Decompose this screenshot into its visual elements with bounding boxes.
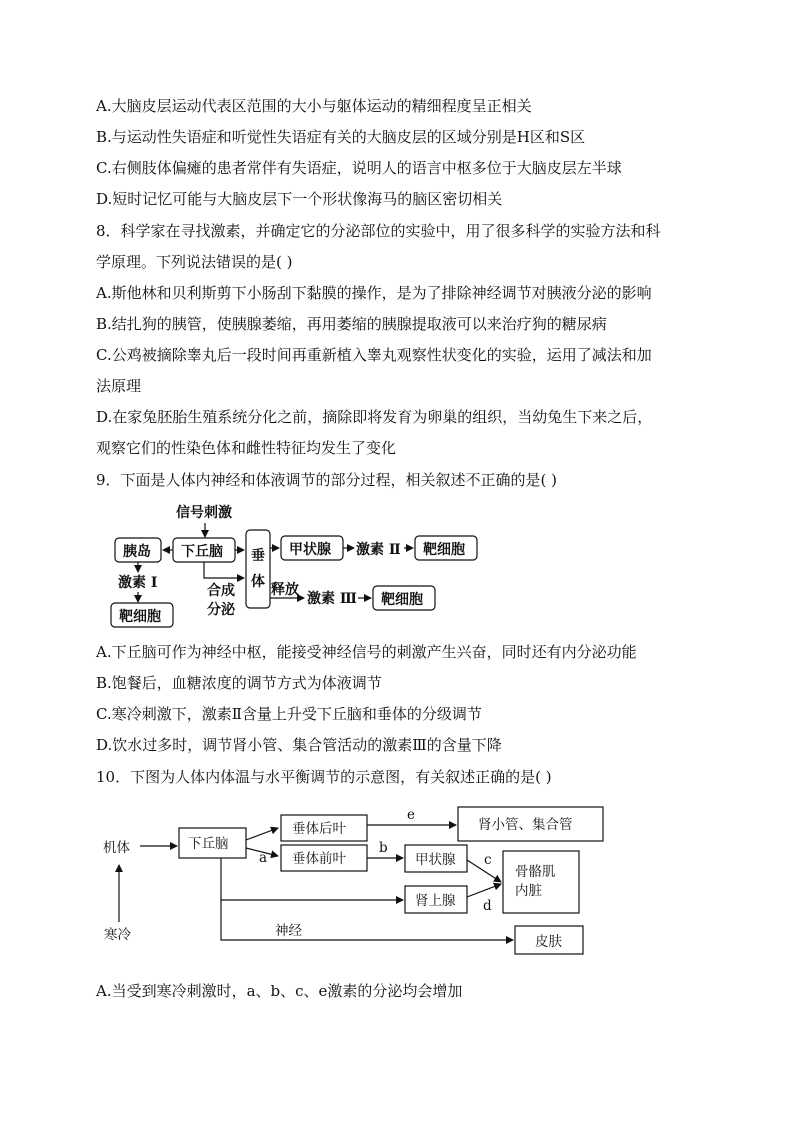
label-d: d [483,898,492,914]
q7-option-d: D.短时记忆可能与大脑皮层下一个形状像海马的脑区密切相关 [96,190,503,208]
pituitary-label-1: 垂 [251,548,265,564]
pituitary-label-2: 体 [251,574,265,590]
q10-stem: 10．下图为人体内体温与水平衡调节的示意图，有关叙述正确的是( ) [96,768,552,786]
hormone-1-label: 激素 Ⅰ [118,575,158,591]
hypothalamus-label: 下丘脑 [181,544,223,560]
q10-option-a: A.当受到寒冷刺激时，a、b、c、e激素的分泌均会增加 [96,982,463,1000]
nerve-label: 神经 [275,923,302,939]
q8-option-a: A.斯他林和贝利斯剪下小肠刮下黏膜的操作，是为了排除神经调节对胰液分泌的影响 [96,284,652,302]
q7-option-a: A.大脑皮层运动代表区范围的大小与躯体运动的精细程度呈正相关 [96,97,532,115]
q8-option-d-line-2: 观察它们的性染色体和雌性特征均发生了变化 [96,439,397,457]
q7-option-c: C.右侧肢体偏瘫的患者常伴有失语症，说明人的语言中枢多位于大脑皮层左半球 [96,159,622,177]
label-c: c [484,852,492,868]
pancreas-label: 胰岛 [123,544,151,560]
adrenal-label: 肾上腺 [415,893,456,909]
q9-option-b: B.饱餐后，血糖浓度的调节方式为体液调节 [96,674,382,692]
q8-option-d-line-1: D.在家兔胚胎生殖系统分化之前，摘除即将发育为卵巢的组织，当幼兔生下来之后， [96,408,653,426]
cold-label: 寒冷 [104,927,131,943]
q8-stem-line-2: 学原理。下列说法错误的是( ) [96,253,293,271]
hormone-3-label: 激素 Ⅲ [307,591,357,607]
label-e: e [407,807,415,823]
skin-label: 皮肤 [535,934,562,950]
release-label: 释放 [271,582,299,598]
secretion-label: 分泌 [207,602,235,618]
q8-option-c-line-2: 法原理 [96,377,142,395]
q9-option-a: A.下丘脑可作为神经中枢，能接受神经信号的刺激产生兴奋，同时还有内分泌功能 [96,643,637,661]
posterior-pituitary-label: 垂体后叶 [292,821,346,837]
kidney-tubule-label: 肾小管、集合管 [478,817,573,833]
body-label: 机体 [103,840,130,856]
target-cell-label-2: 靶细胞 [423,542,465,558]
thyroid-label: 甲状腺 [289,542,331,558]
label-b: b [379,840,388,856]
label-a: a [259,850,268,866]
synthesis-label: 合成 [207,583,235,599]
target-cell-label-1: 靶细胞 [119,609,161,625]
q8-option-b: B.结扎狗的胰管，使胰腺萎缩，再用萎缩的胰腺提取液可以来治疗狗的糖尿病 [96,315,607,333]
skeletal-muscle-label: 骨骼肌 [515,864,556,880]
hypothalamus-label-2: 下丘脑 [188,836,229,852]
q9-option-d: D.饮水过多时，调节肾小管、集合管活动的激素Ⅲ的含量下降 [96,736,502,754]
q7-option-b: B.与运动性失语症和听觉性失语症有关的大脑皮层的区域分别是H区和S区 [96,128,586,146]
q9-option-c: C.寒冷刺激下，激素Ⅱ含量上升受下丘脑和垂体的分级调节 [96,705,482,723]
q9-stem: 9．下面是人体内神经和体液调节的部分过程，相关叙述不正确的是( ) [96,471,558,489]
signal-stimulus-label: 信号刺激 [176,505,232,521]
target-cell-label-3: 靶细胞 [381,592,423,608]
anterior-pituitary-label: 垂体前叶 [292,851,346,867]
q8-stem-line-1: 8．科学家在寻找激素，并确定它的分泌部位的实验中，用了很多科学的实验方法和科 [96,222,661,240]
hormone-2-label: 激素 Ⅱ [356,542,401,558]
viscera-label: 内脏 [515,883,542,899]
q8-option-c-line-1: C.公鸡被摘除睾丸后一段时间再重新植入睾丸观察性状变化的实验，运用了减法和加 [96,346,652,364]
thyroid-label-2: 甲状腺 [415,852,456,868]
skeletal-muscle-box [503,851,579,913]
